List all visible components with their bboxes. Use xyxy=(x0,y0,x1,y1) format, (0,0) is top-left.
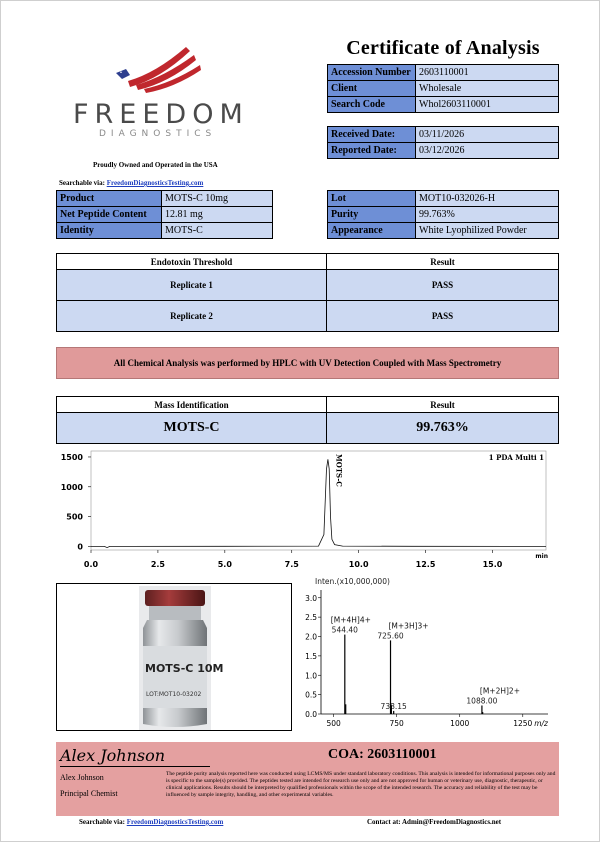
vial-photo xyxy=(56,583,292,731)
x-unit-label: m/z xyxy=(534,719,548,728)
peak-value-label: 1088.00 xyxy=(466,696,498,706)
searchable-top xyxy=(59,179,203,187)
lot-value: MOT10-032026-H xyxy=(416,191,559,207)
brand-sub: DIAGNOSTICS xyxy=(99,129,217,139)
content-value: 12.81 mg xyxy=(162,207,273,223)
x-tick-label: 1250 xyxy=(513,719,533,728)
x-tick-label: 7.5 xyxy=(284,560,299,569)
mass-table xyxy=(56,396,559,444)
received-value: 03/11/2026 xyxy=(416,127,559,143)
y-tick-label: 1.5 xyxy=(305,651,317,661)
replicate-name: Replicate 2 xyxy=(57,301,327,332)
contact: Contact at: Admin@FreedomDiagnostics.net xyxy=(367,818,502,826)
ms-chart xyxy=(293,576,559,734)
y-tick-label: 1000 xyxy=(60,482,83,492)
accession-table xyxy=(327,64,559,113)
endotoxin-table xyxy=(56,253,559,332)
y-tick-label: 2.5 xyxy=(305,613,317,623)
purity-label: Purity xyxy=(328,207,416,223)
endotoxin-header: Endotoxin Threshold xyxy=(57,254,327,270)
accession-label: Accession Number xyxy=(328,65,416,81)
replicate-result: PASS xyxy=(327,270,559,301)
peak-value-label: 738.15 xyxy=(380,701,407,711)
appearance-value: White Lyophilized Powder xyxy=(416,223,559,239)
x-tick-label: 500 xyxy=(326,719,341,728)
peak-label: MOTS-C xyxy=(334,454,344,487)
hplc-chart xyxy=(56,447,559,571)
signature-panel xyxy=(56,742,559,816)
received-label: Received Date: xyxy=(328,127,416,143)
vial-label-lot: LOT:MOT10-03202 xyxy=(146,691,202,698)
signature-line xyxy=(60,766,210,767)
x-tick-label: 0.0 xyxy=(83,560,99,569)
peak-ion-label: [M+2H]2+ xyxy=(479,686,520,696)
purity-value: 99.763% xyxy=(416,207,559,223)
search-code-label: Search Code xyxy=(328,97,416,113)
peak-ion-label: [M+4H]4+ xyxy=(330,615,371,625)
peak-ion-label: [M+3H]3+ xyxy=(388,621,429,631)
chromatogram-line xyxy=(91,459,546,547)
brand-tagline: Proudly Owned and Operated in the USA xyxy=(93,161,218,169)
x-tick-label: 750 xyxy=(389,719,404,728)
y-tick-label: 0.0 xyxy=(305,710,317,719)
content-label: Net Peptide Content xyxy=(57,207,162,223)
x-tick-label: 1000 xyxy=(450,719,470,728)
replicate-name: Replicate 1 xyxy=(57,270,327,301)
searchable-bottom xyxy=(79,818,223,826)
accession-value: 2603110001 xyxy=(416,65,559,81)
identity-label: Identity xyxy=(57,223,162,239)
searchable-prefix: Searchable via: xyxy=(59,179,107,187)
x-tick-label: 12.5 xyxy=(415,560,436,569)
signature: Alex Johnson xyxy=(60,746,166,765)
search-code-value: Whol2603110001 xyxy=(416,97,559,113)
x-tick-label: 5.0 xyxy=(217,560,232,569)
ms-title: Inten.(x10,000,000) xyxy=(315,577,390,586)
table-row xyxy=(57,301,559,332)
y-tick-label: 3.0 xyxy=(305,593,317,603)
mass-result-header: Result xyxy=(327,397,559,413)
replicate-result: PASS xyxy=(327,301,559,332)
reported-label: Reported Date: xyxy=(328,143,416,159)
table-row xyxy=(57,270,559,301)
vial-image xyxy=(57,584,293,732)
plot-frame xyxy=(91,451,546,550)
coa-number: COA: 2603110001 xyxy=(328,747,437,762)
method-banner: All Chemical Analysis was performed by HPLC with UV Detection Coupled with Mass Spectrometry xyxy=(56,347,559,379)
y-tick-label: 0.5 xyxy=(305,690,317,700)
ms-chart-svg xyxy=(293,576,559,734)
searchable-link-bottom[interactable]: FreedomDiagnosticsTesting.com xyxy=(126,818,224,826)
disclaimer: The peptide purity analysis reported here was conducted using LCMS/MS under standard laboratory conditions. This analysis is intended for informational purposes only and is specific to the sample(s) provided. The peptides tested are intended for research use only and are not approved for human or veterinary use, diagnostic, therapeutic, or clinical applications. Results should be interpreted by qualified professionals within the scope of the intended research. The accuracy and reliability of the test may be influenced by sample integrity, handling, and other experimental variables. xyxy=(166,771,556,798)
y-tick-label: 2.0 xyxy=(305,632,317,642)
peak-value-label: 544.40 xyxy=(331,625,358,635)
brand-name: FREEDOM xyxy=(73,99,249,130)
dates-table xyxy=(327,126,559,159)
chemist-name: Alex Johnson xyxy=(60,773,104,782)
page-title: Certificate of Analysis xyxy=(346,37,540,59)
y-tick-label: 500 xyxy=(66,512,83,522)
product-label: Product xyxy=(57,191,162,207)
lot-table xyxy=(327,190,559,239)
searchable-prefix-bottom: Searchable via: xyxy=(79,818,127,826)
vial-label-main: MOTS-C 10M xyxy=(145,662,224,675)
searchable-link-top[interactable]: FreedomDiagnosticsTesting.com xyxy=(106,179,204,187)
mass-header: Mass Identification xyxy=(57,397,327,413)
legend-label: 1 PDA Multi 1 xyxy=(488,453,544,462)
y-tick-label: 1.0 xyxy=(305,671,317,681)
y-tick-label: 0 xyxy=(77,542,83,552)
x-tick-label: 10.0 xyxy=(348,560,369,569)
product-table xyxy=(56,190,273,239)
flag-swoosh-icon xyxy=(116,43,206,93)
client-label: Client xyxy=(328,81,416,97)
lot-label: Lot xyxy=(328,191,416,207)
client-value: Wholesale xyxy=(416,81,559,97)
chemist-role: Principal Chemist xyxy=(60,789,118,798)
y-tick-label: 1500 xyxy=(60,452,83,462)
hplc-chart-svg xyxy=(56,447,559,571)
identity-value: MOTS-C xyxy=(162,223,273,239)
x-unit-label: min xyxy=(535,553,548,560)
reported-value: 03/12/2026 xyxy=(416,143,559,159)
mass-result: 99.763% xyxy=(327,413,559,444)
brand-logo xyxy=(61,41,281,141)
appearance-label: Appearance xyxy=(328,223,416,239)
product-value: MOTS-C 10mg xyxy=(162,191,273,207)
x-tick-label: 15.0 xyxy=(482,560,503,569)
x-tick-label: 2.5 xyxy=(150,560,165,569)
peak-value-label: 725.60 xyxy=(377,631,404,641)
endotoxin-result-header: Result xyxy=(327,254,559,270)
mass-name: MOTS-C xyxy=(57,413,327,444)
